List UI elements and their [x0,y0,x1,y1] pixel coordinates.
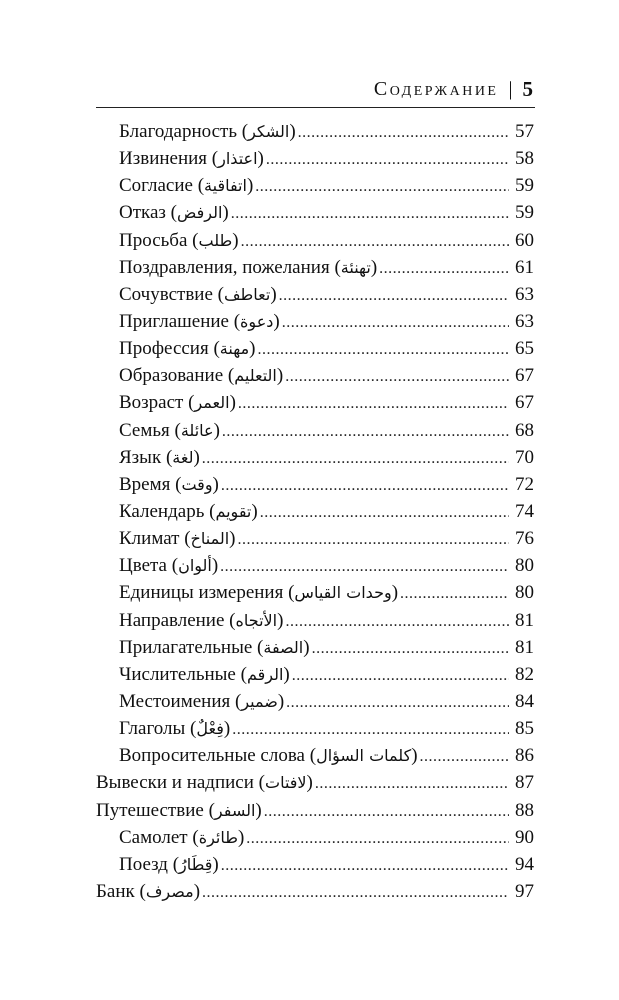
toc-entry-label: Просьба (طلب) [119,229,239,251]
toc-entry[interactable] [96,417,534,444]
dot-leader [420,743,509,770]
toc-entry-arabic: السفر [214,800,256,820]
toc-entry-arabic: اعتذار [218,149,258,169]
toc-entry-arabic: طائرة [198,827,238,847]
toc-entry-page: 82 [515,663,534,685]
toc-entry[interactable] [96,634,534,661]
toc-entry-arabic: وقت [181,474,213,494]
toc-entry-arabic: طلب [198,230,233,250]
toc-entry-label: Согласие (اتفاقية) [119,175,254,197]
toc-entry[interactable] [96,118,534,145]
toc-entry-label: Возраст (العمر) [119,392,236,414]
toc-entry-title: Путешествие [96,799,204,821]
toc-entry-label: Отказ (الرفض) [119,202,229,224]
toc-entry-label: Местоимения (ضمير) [119,690,285,712]
dot-leader [238,390,509,417]
toc-entry[interactable] [96,199,534,226]
toc-entry-page: 70 [515,446,534,468]
toc-entry-title: Цвета [119,555,167,577]
toc-entry-title: Семья [119,419,170,441]
toc-entry-label: Путешествие (السفر) [96,799,262,821]
toc-entry-title: Поздравления, пожелания [119,256,330,278]
toc-entry-label: Направление (الأتجاه) [119,609,284,631]
toc-entry-label: Поздравления, пожелания (تهنئة) [119,256,378,278]
toc-entry-label: Приглашение (دعوة) [119,310,280,332]
toc-entry-arabic: لغة [172,447,194,467]
toc-entry[interactable] [96,715,534,742]
toc-entry[interactable] [96,471,534,498]
dot-leader [285,363,509,390]
dot-leader [282,309,509,336]
dot-leader [202,445,509,472]
toc-entry-arabic: كلمات السؤال [316,746,412,766]
toc-entry-title: Благодарность [119,121,237,142]
toc-entry-label: Время (وقت) [119,473,219,495]
toc-entry-arabic: دعوة [240,311,274,331]
toc-entry-label: Календарь (تقويم) [119,500,258,522]
header-rule [96,107,535,108]
toc-entry[interactable] [96,389,534,416]
toc-entry-page: 80 [515,582,534,604]
toc-entry-label: Семья (عائلة) [119,419,220,441]
toc-entry-page: 85 [515,718,534,740]
dot-leader [266,146,509,173]
toc-entry-label: Сочувствие (تعاطف) [119,283,277,305]
toc-entry-page: 86 [515,745,534,767]
toc-entry-arabic: وحدات القياس [294,583,392,603]
toc-entry-page: 80 [515,555,534,577]
toc-entry-arabic: تقويم [215,501,252,521]
toc-entry-page: 61 [515,256,534,278]
toc-entry[interactable] [96,552,534,579]
toc-entry-title: Местоимения [119,690,231,712]
toc-entry[interactable] [96,661,534,688]
toc-entry-title: Возраст [119,392,184,414]
toc-entry-arabic: العمر [194,393,230,413]
dot-leader [260,499,509,526]
toc-entry[interactable] [96,797,534,824]
toc-entry-title: Календарь [119,500,205,522]
toc-entry-arabic: الشكر [248,122,290,141]
toc-entry-label: Язык (لغة) [119,446,200,468]
toc-entry-arabic: قِطَارُ [179,854,213,874]
toc-entry[interactable] [96,607,534,634]
toc-entry-title: Профессия [119,338,209,360]
toc-entry-label: Банк (مصرف) [96,880,201,902]
dot-leader [221,852,509,879]
toc-entry-arabic: لافتات [265,773,307,793]
toc-entry-page: 68 [515,419,534,441]
toc-entry-title: Банк [96,880,135,902]
toc-entry-label: Числительные (الرقم) [119,663,290,685]
toc-entry-page: 81 [515,609,534,631]
toc-entry-label: Образование (التعليم) [119,365,284,387]
toc-entry-title: Климат [119,528,180,550]
toc-entry-arabic: الرقم [246,664,284,684]
toc-entry-label: Единицы измерения (وحدات القياس) [119,582,399,604]
toc-entry-page: 67 [515,365,534,387]
dot-leader [400,580,509,607]
running-header [374,74,535,104]
toc-entry[interactable] [96,362,534,389]
toc-entry-arabic: اتفاقية [204,176,247,196]
toc-entry-label: Самолет (طائرة) [119,826,245,848]
header-separator: | [508,77,515,100]
toc-entry-page: 59 [515,175,534,197]
toc-entry[interactable] [96,824,534,851]
toc-entry-page: 65 [515,338,534,360]
dot-leader [220,553,509,580]
toc-entry-label: Извинения (اعتذار) [119,148,264,170]
toc-entry-page: 94 [515,853,534,875]
toc-entry-arabic: ضمير [241,691,278,711]
toc-entry[interactable] [96,145,534,172]
toc-entry-arabic: الرفض [176,203,223,223]
toc-entry-page: 87 [515,772,534,794]
toc-entry-arabic: تعاطف [223,284,271,304]
toc-entry-title: Язык [119,446,162,468]
toc-entry[interactable] [96,227,534,254]
dot-leader [279,282,509,309]
dot-leader [286,689,509,716]
toc-entry-title: Самолет [119,826,188,848]
toc-entry-page: 88 [515,799,534,821]
dot-leader [298,119,509,146]
dot-leader [264,798,509,825]
toc-entry[interactable] [96,769,534,796]
toc-entry-page: 72 [515,473,534,495]
header-title: Содержание [373,77,499,100]
toc-entry[interactable] [96,851,534,878]
toc-entry-arabic: التعليم [234,366,277,386]
toc-entry[interactable] [96,579,534,606]
toc-entry-arabic: عائلة [180,420,214,440]
toc-entry[interactable] [96,742,534,769]
toc-entry[interactable] [96,444,534,471]
dot-leader [312,635,509,662]
dot-leader [246,825,509,852]
toc-entry-label: Климат (المناخ) [119,528,236,550]
toc-entry-title: Вывески и надписи [96,772,254,794]
toc-entry-title: Образование [119,365,224,387]
toc-entry-title: Прилагательные [119,636,253,658]
toc-entry-label: Прилагательные (الصفة) [119,636,310,658]
toc-entry-label: Глаголы (فِعْلٌ) [119,718,231,740]
toc-entry[interactable] [96,525,534,552]
toc-entry-title: Отказ [119,202,166,224]
toc-entry-title: Сочувствие [119,283,213,305]
toc-entry-page: 97 [515,880,534,902]
toc-entry-page: 57 [515,121,534,142]
toc-entry[interactable] [96,335,534,362]
toc-entry-title: Приглашение [119,310,229,332]
toc-entry[interactable] [96,498,534,525]
dot-leader [292,662,509,689]
toc-entry[interactable] [96,281,534,308]
toc-entry[interactable] [96,172,534,199]
dot-leader [379,255,509,282]
dot-leader [315,770,509,797]
toc-entry-title: Числительные [119,663,236,685]
toc-entry-label: Цвета (ألوان) [119,555,219,577]
dot-leader [202,879,509,906]
toc-entry-arabic: ألوان [178,556,212,576]
dot-leader [257,336,509,363]
toc-entry-page: 58 [515,148,534,170]
toc-entry-title: Время [119,473,171,495]
toc-entry-title: Вопросительные слова [119,745,305,767]
toc-entry-page: 63 [515,283,534,305]
dot-leader [285,608,509,635]
toc-entry-page: 84 [515,690,534,712]
toc-entry[interactable] [96,308,534,335]
dot-leader [255,173,509,200]
toc-entry-arabic: مهنة [219,339,250,359]
toc-entry-title: Просьба [119,229,188,251]
toc-entry-page: 63 [515,310,534,332]
toc-entry-arabic: فِعْلٌ [196,719,224,739]
dot-leader [237,526,509,553]
toc-entry-page: 67 [515,392,534,414]
dot-leader [232,716,509,743]
toc-entry-arabic: تهنئة [340,257,371,277]
table-of-contents [96,118,534,905]
toc-entry-title: Извинения [119,148,208,170]
toc-entry-arabic: الأتجاه [235,610,278,630]
toc-entry-page: 59 [515,202,534,224]
header-page-number: 5 [522,76,535,101]
dot-leader [222,418,509,445]
toc-entry-page: 90 [515,826,534,848]
toc-entry[interactable] [96,878,534,905]
toc-entry[interactable] [96,254,534,281]
toc-entry-label: Благодарность (الشكر) [119,121,296,142]
toc-entry-label: Профессия (مهنة) [119,338,256,360]
toc-entry-label: Вывески и надписи (لافتات) [96,772,313,794]
toc-entry-arabic: مصرف [145,881,194,901]
toc-entry-title: Поезд [119,853,168,875]
toc-entry-arabic: الصفة [263,637,304,657]
toc-entry-arabic: المناخ [190,529,230,549]
toc-entry[interactable] [96,688,534,715]
toc-entry-page: 60 [515,229,534,251]
toc-entry-title: Единицы измерения [119,582,284,604]
toc-entry-page: 81 [515,636,534,658]
toc-entry-page: 74 [515,500,534,522]
toc-entry-label: Поезд (قِطَارُ) [119,853,219,875]
dot-leader [231,200,509,227]
toc-entry-title: Глаголы [119,718,186,740]
dot-leader [221,472,509,499]
toc-entry-page: 76 [515,528,534,550]
toc-entry-title: Согласие [119,175,193,197]
dot-leader [241,228,509,255]
toc-entry-label: Вопросительные слова (كلمات السؤال) [119,745,418,767]
toc-entry-title: Направление [119,609,225,631]
